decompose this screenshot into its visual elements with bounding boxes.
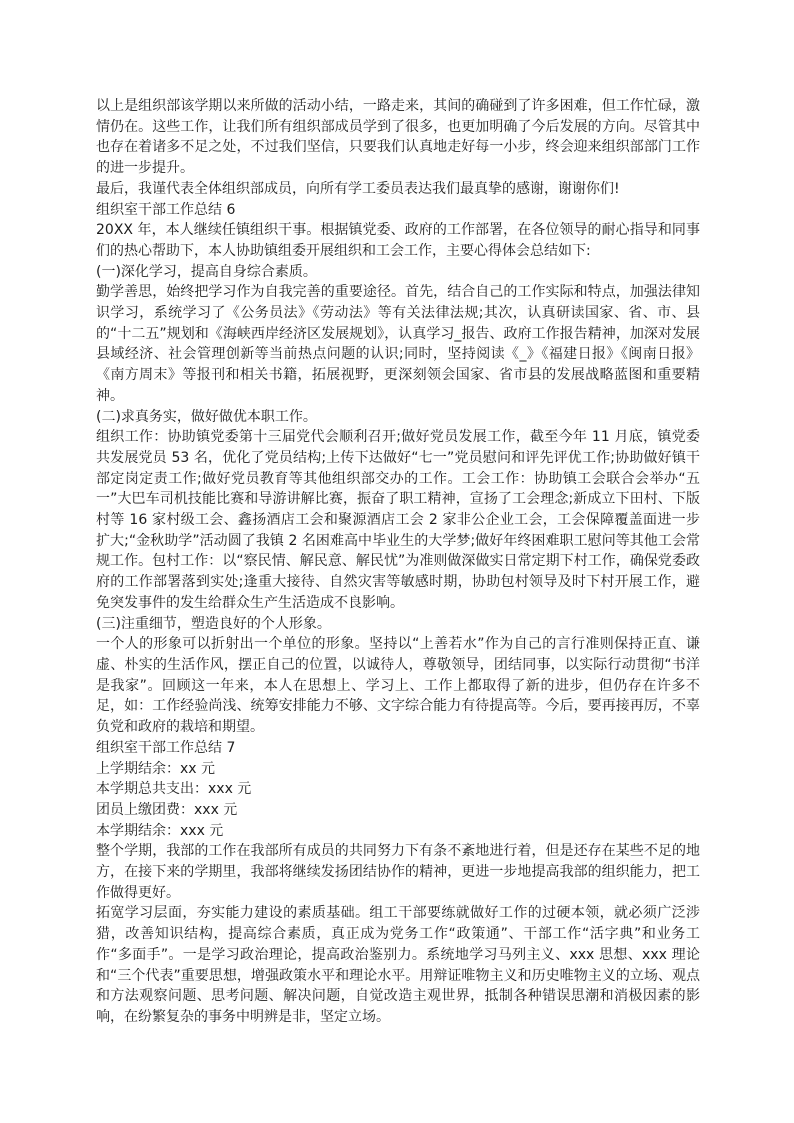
- paragraph-image: 一个人的形象可以折射出一个单位的形象。坚持以“上善若水”作为自己的言行准则保持正直、谦虚、朴实的生活作风，摆正自己的位置，以诚待人，尊敬领导，团结同事，以实际行动贯彻“书洋是我家”。回顾这一年来，本人在思想上、学习上、工作上都取得了新的进步，但仍存在许多不足，如：工作经验尚浅、统筹安排能力不够、文字综合能力有待提高等。今后，要再接再厉，不辜负党和政府的栽培和期望。: [96, 636, 700, 736]
- paragraph-work: 组织工作：协助镇党委第十三届党代会顺利召开;做好党员发展工作，截至今年 11 月底，镇党委共发展党员 53 名，优化了党员结构;上传下达做好“七一”党员慰问和评先评优工作;协助做好镇干部定岗定责工作;做好党员教育等其他组织部交办的工作。工会工作：协助镇工会联合会举办“五一”大巴车司机技能比赛和导游讲解比赛，振奋了职工精神，宣扬了工会理念;新成立下田村、下版村等 16 家村级工会、鑫扬酒店工会和聚源酒店工会 2 家非公企业工会，工会保障覆盖面进一步扩大;“金秋助学”活动圆了我镇 2 名困难高中毕业生的大学梦;做好年终困难职工慰问等其他工会常规工作。包村工作：以“察民情、解民意、解民忧”为准则做深做实日常定期下村工作，确保党委政府的工作部署落到实处;逢重大接待、自然灾害等敏感时期，协助包村领导及时下村开展工作，避免突发事件的发生给群众生产生活造成不良影响。: [96, 429, 700, 611]
- section-heading-7: 组织室干部工作总结 7: [96, 739, 236, 756]
- subheading-image: (三)注重细节，塑造良好的个人形象。: [96, 615, 331, 632]
- finance-line-league-fees: 团员上缴团费：xxx 元: [96, 801, 238, 818]
- finance-line-total-expense: 本学期总共支出：xxx 元: [96, 781, 252, 798]
- paragraph-semester-summary: 整个学期，我部的工作在我部所有成员的共同努力下有条不紊地进行着，但是还存在某些不足的地方，在接下来的学期里，我部将继续发扬团结协作的精神，更进一步地提高我部的组织能力，把工作做得更好。: [96, 843, 700, 901]
- document-body: [96, 96, 700, 1028]
- paragraph-thanks: 最后，我谨代表全体组织部成员，向所有学工委员表达我们最真挚的感谢，谢谢你们!: [96, 180, 620, 197]
- section-heading-6: 组织室干部工作总结 6: [96, 201, 236, 218]
- subheading-study: (一)深化学习，提高自身综合素质。: [96, 263, 317, 280]
- subheading-work: (二)求真务实，做好做优本职工作。: [96, 408, 317, 425]
- finance-line-previous-balance: 上学期结余：xx 元: [96, 760, 216, 777]
- paragraph-summary-closing: 以上是组织部该学期以来所做的活动小结，一路走来，其间的确碰到了许多困难，但工作忙碌，激情仍在。这些工作，让我们所有组织部成员学到了很多，也更加明确了今后发展的方向。尽管其中也存在着诸多不足之处，不过我们坚信，只要我们认真地走好每一小步，终会迎来组织部部门工作的进一步提升。: [96, 98, 700, 177]
- paragraph-study: 勤学善思，始终把学习作为自我完善的重要途径。首先，结合自己的工作实际和特点，加强法律知识学习，系统学习了《公务员法》《劳动法》等有关法律法规;其次，认真研读国家、省、市、县的“十二五”规划和《海峡西岸经济区发展规划》，认真学习_报告、政府工作报告精神，加深对发展县域经济、社会管理创新等当前热点问题的认识;同时，坚持阅读《_》《福建日报》《闽南日报》《南方周末》等报刊和相关书籍，拓展视野，更深刻领会国家、省市县的发展战略蓝图和重要精神。: [96, 284, 700, 404]
- paragraph-broaden-learning: 拓宽学习层面，夯实能力建设的素质基础。组工干部要练就做好工作的过硬本领，就必须广泛涉猎，改善知识结构，提高综合素质，真正成为党务工作“政策通”、干部工作“活字典”和业务工作“多面手”。一是学习政治理论，提高政治鉴别力。系统地学习马列主义、xxx 思想、xxx 理论和“三个代表”重要思想，增强政策水平和理论水平。用辩证唯物主义和历史唯物主义的立场、观点和方法观察问题、思考问题、解决问题，自觉改造主观世界，抵制各种错误思潮和消极因素的影响，在纷繁复杂的事务中明辨是非，坚定立场。: [96, 905, 700, 1025]
- paragraph-intro-6: 20XX 年，本人继续任镇组织干事。根据镇党委、政府的工作部署，在各位领导的耐心指导和同事们的热心帮助下，本人协助镇组委开展组织和工会工作，主要心得体会总结如下:: [96, 222, 700, 259]
- finance-line-current-balance: 本学期结余：xxx 元: [96, 822, 224, 839]
